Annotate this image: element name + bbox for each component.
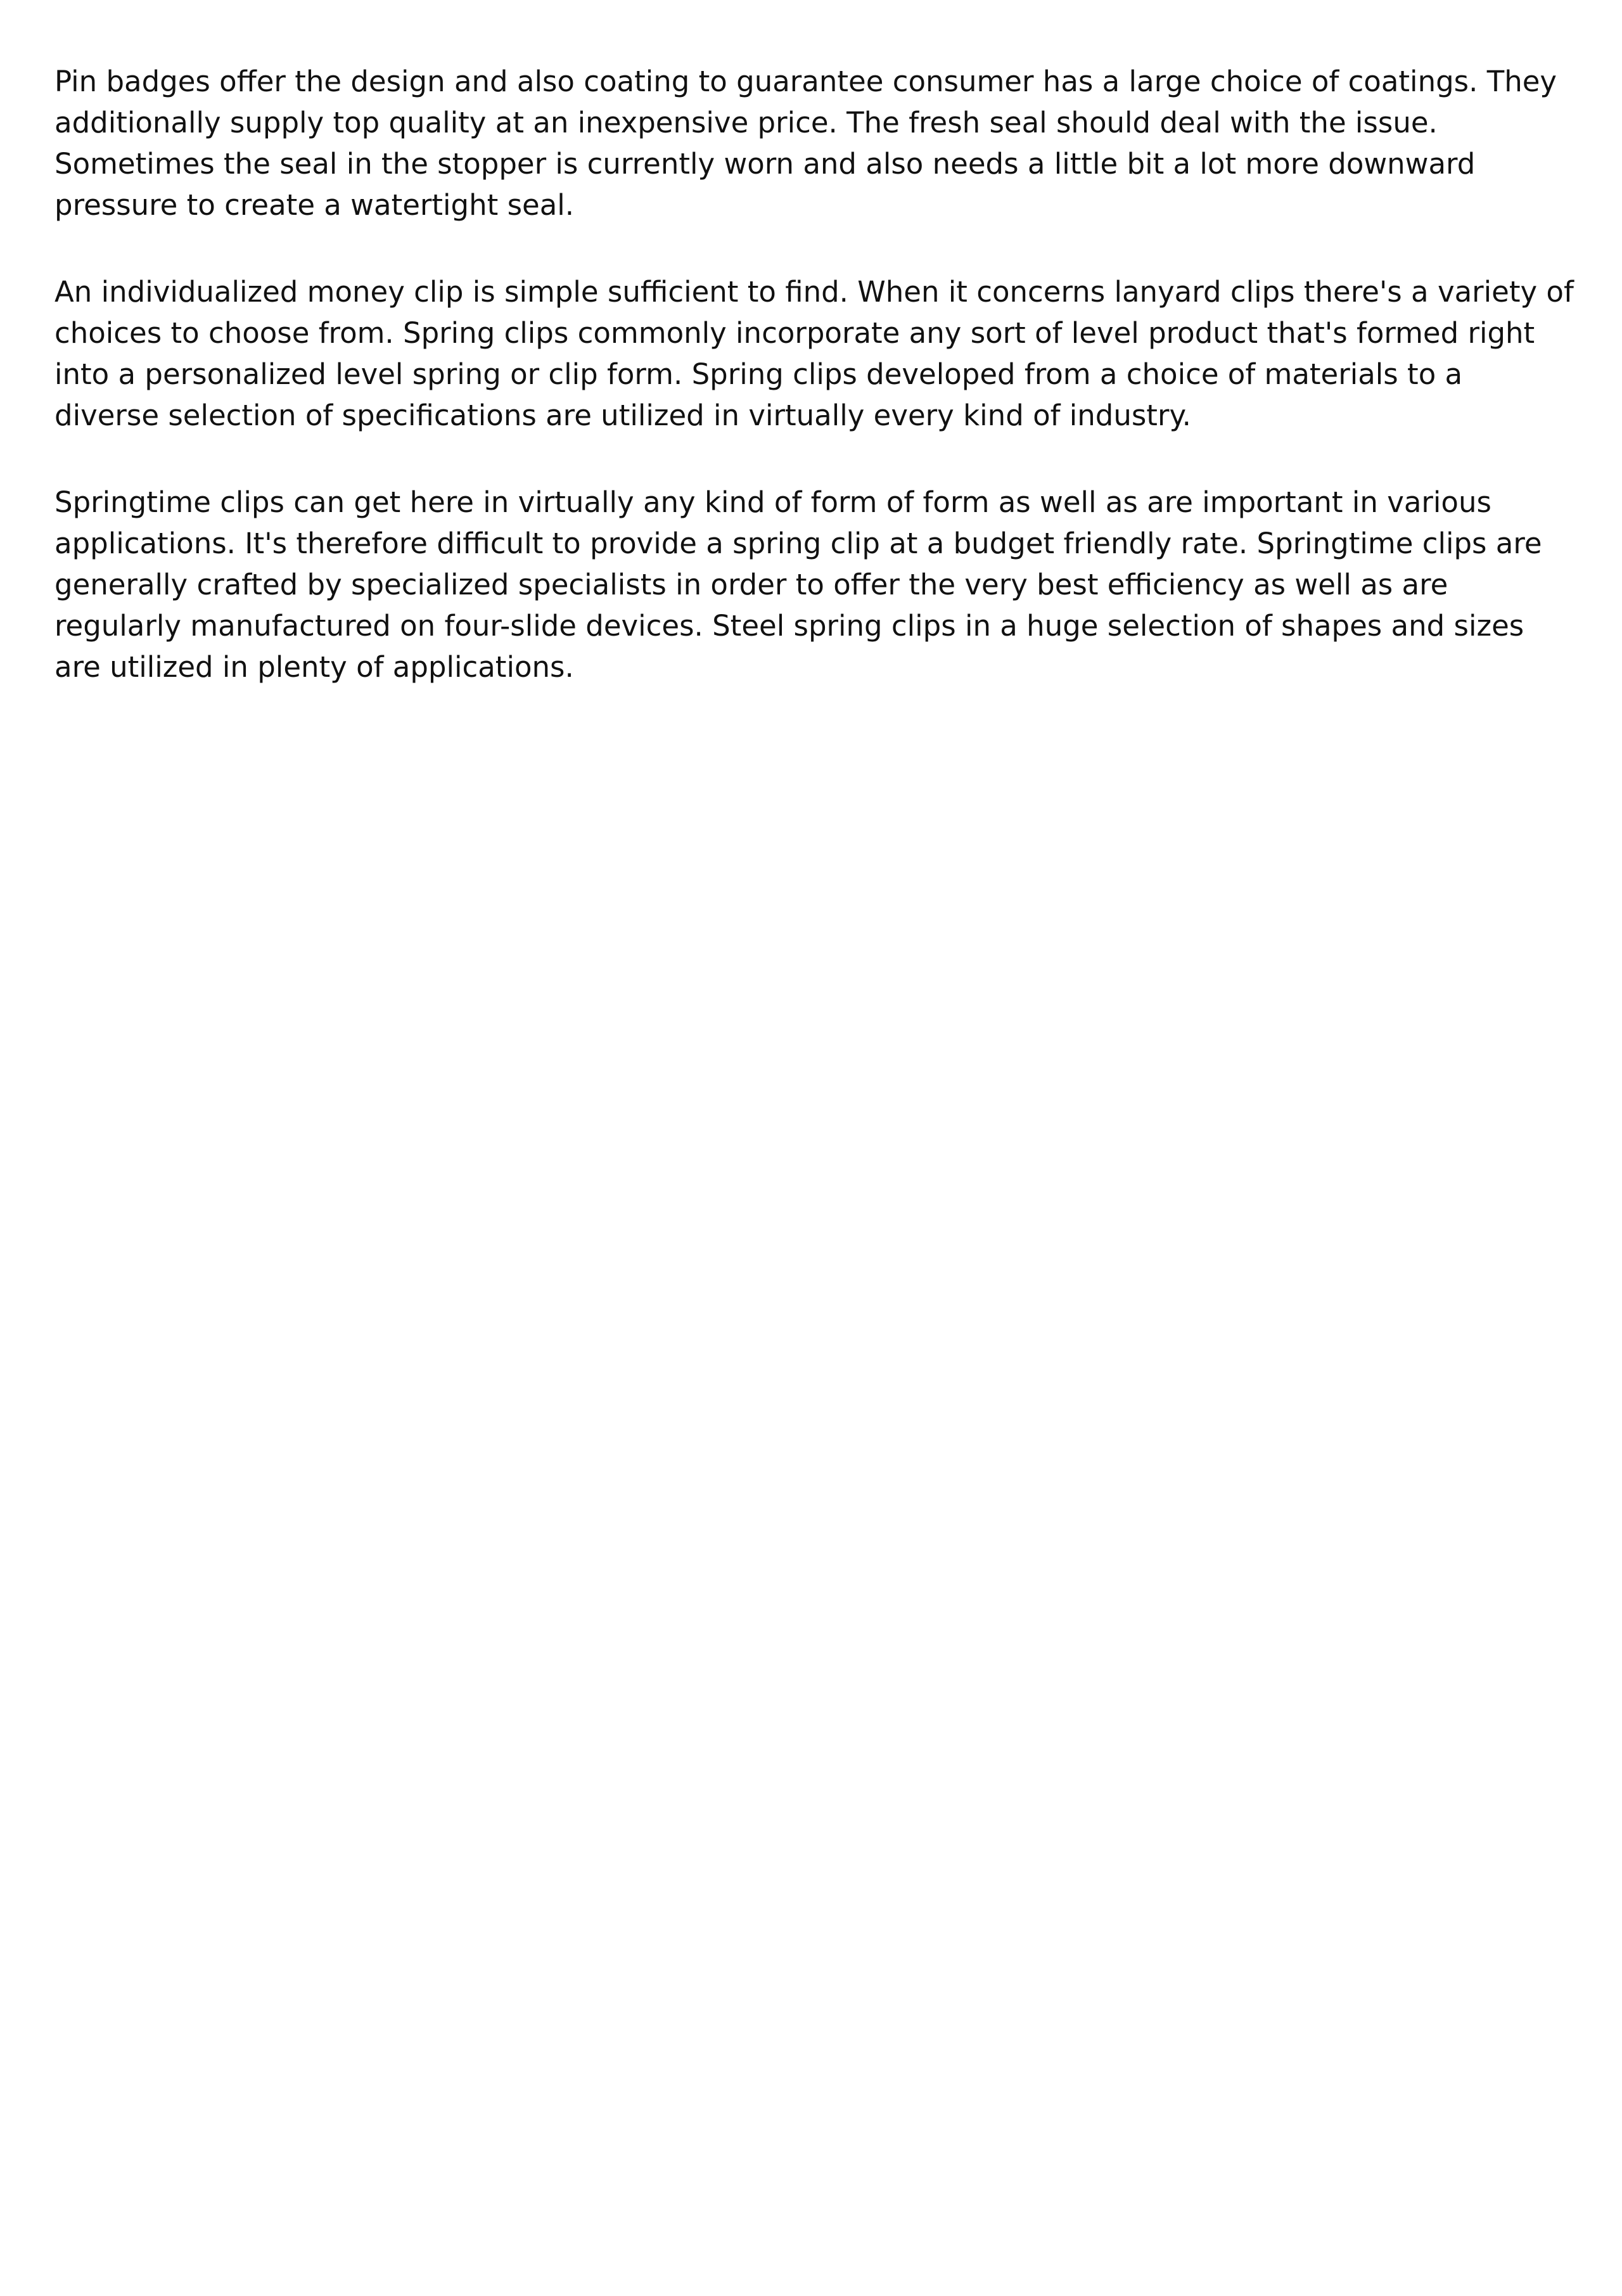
paragraph-pin-badges: Pin badges offer the design and also coating to guarantee consumer has a large choice of coatings. They additionally supply top quality at an inexpensive price. The fresh seal should deal with the issue. Sometimes the seal in the stopper is currently worn and also needs a little bit a lot more downward pressure to create a watertight seal. (54, 65, 1557, 222)
paragraph-money-clip: An individualized money clip is simple sufficient to find. When it concerns lanyard clips there's a variety of choices to choose from. Spring clips commonly incorporate any sort of level product that's formed right into a personalized level spring or clip form. Spring clips developed from a choice of materials to a diverse selection of specifications are utilized in virtually every kind of industry. (54, 275, 1574, 432)
paragraph-springtime-clips: Springtime clips can get here in virtually any kind of form of form as well as are important in various applications. It's therefore difficult to provide a spring clip at a budget friendly rate. Springtime clips are generally crafted by specialized specialists in order to offer the very best efficiency as well as are regularly manufactured on four-slide devices. Steel spring clips in a huge selection of shapes and sizes are utilized in plenty of applications. (54, 485, 1542, 684)
document-body (54, 61, 1575, 688)
